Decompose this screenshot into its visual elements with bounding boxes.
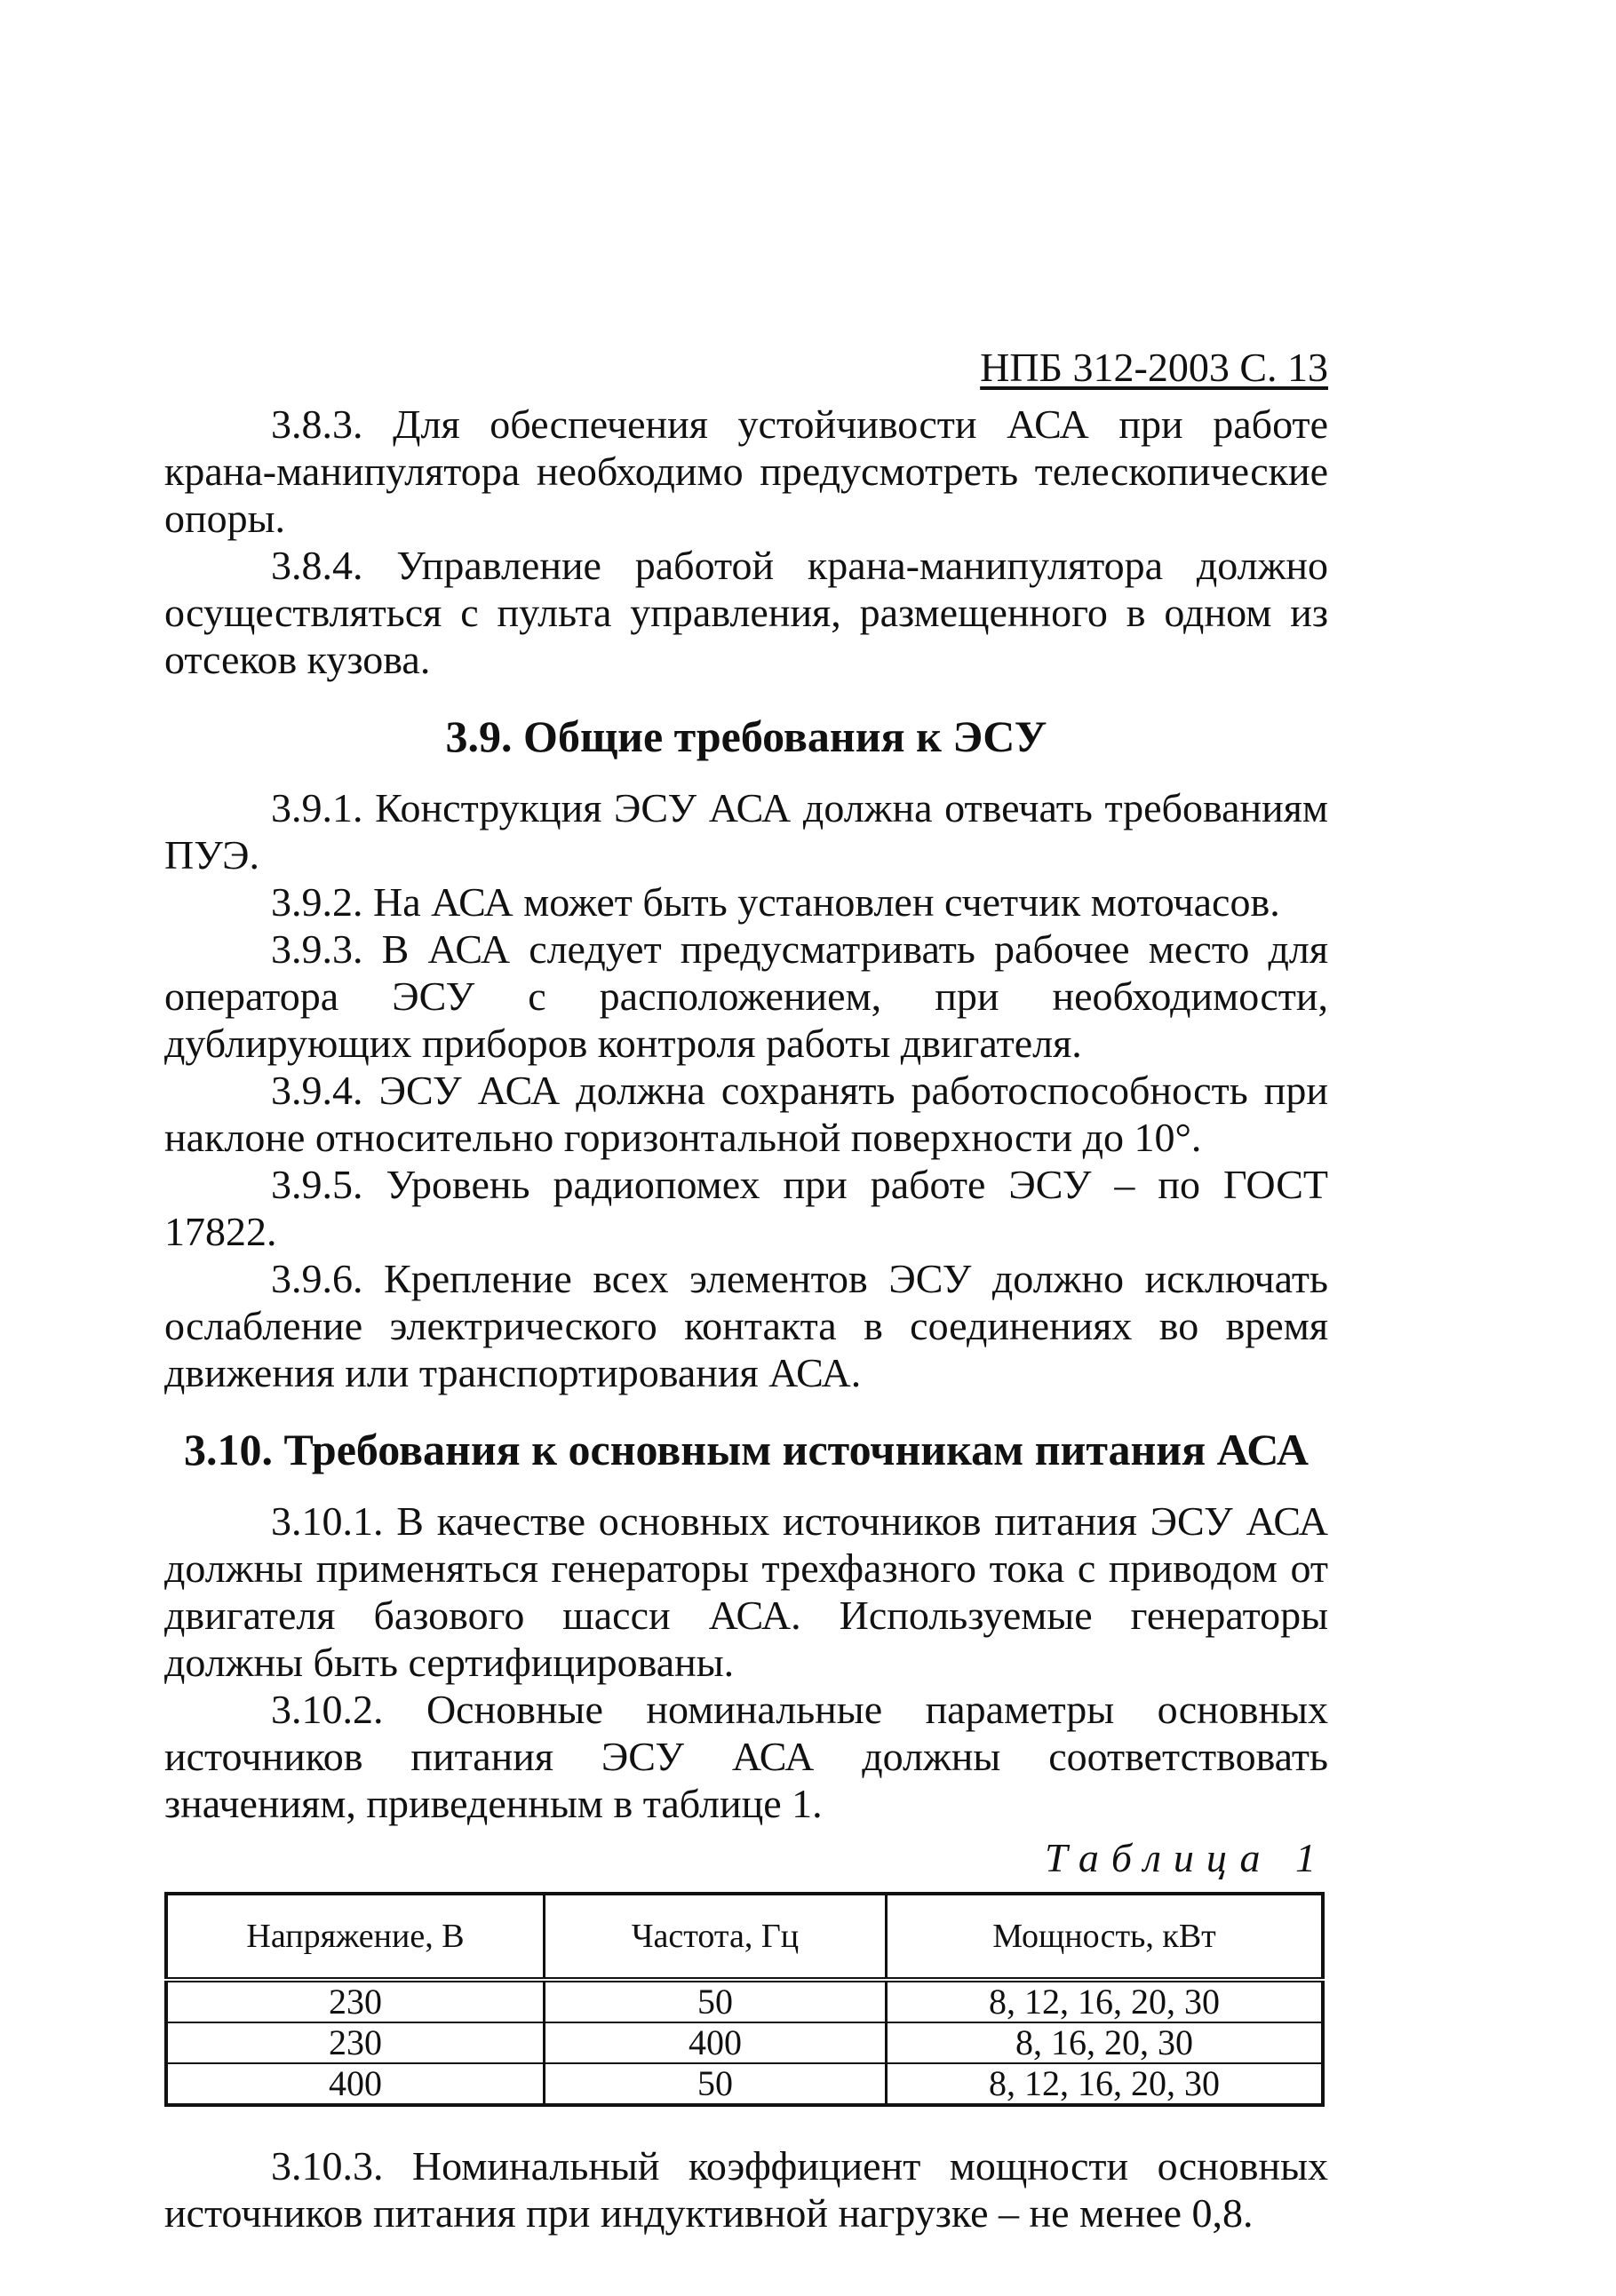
document-page (164, 342, 1328, 2236)
paragraph-3-8-3: 3.8.3. Для обеспечения устойчивости АСА при работе крана-манипулятора необходимо предусмотреть телескопические опоры. (164, 401, 1328, 541)
section-heading-3-9: 3.9. Общие требования к ЭСУ (445, 711, 1047, 761)
paragraph-3-9-6: 3.9.6. Крепление всех элементов ЭСУ должно исключать ослабление электрического контакта в соединениях во время движения или транспортирования АСА. (164, 1256, 1328, 1395)
paragraph-3-9-3: 3.9.3. В АСА следует предусматривать рабочее место для оператора ЭСУ с расположением, при необходимости, дублирующих приборов контроля работы двигателя. (164, 926, 1328, 1066)
table-row (166, 2022, 1323, 2063)
section-heading-3-10: 3.10. Требования к основным источникам питания АСА (183, 1425, 1309, 1474)
paragraph-3-10-2: 3.10.2. Основные номинальные параметры основных источников питания ЭСУ АСА должны соответствовать значениям, приведенным в таблице 1. (164, 1687, 1328, 1826)
cell-frequency: 50 (545, 1980, 887, 2022)
table-row (166, 1980, 1323, 2022)
cell-voltage: 230 (166, 2022, 545, 2063)
header-power: Мощность, кВт (887, 1894, 1324, 1980)
header-voltage: Напряжение, В (166, 1894, 545, 1980)
paragraph-3-10-1: 3.10.1. В качестве основных источников питания ЭСУ АСА должны применяться генераторы трехфазного тока с приводом от двигателя базового шасси АСА. Используемые генераторы должны быть сертифицированы. (164, 1498, 1328, 1685)
paragraph-3-9-5: 3.9.5. Уровень радиопомех при работе ЭСУ – по ГОСТ 17822. (164, 1162, 1328, 1254)
table-caption: Таблица 1 (1044, 1835, 1328, 1880)
paragraph-3-9-1: 3.9.1. Конструкция ЭСУ АСА должна отвечать требованиям ПУЭ. (164, 785, 1328, 878)
cell-power: 8, 16, 20, 30 (887, 2022, 1324, 2063)
paragraph-3-10-3: 3.10.3. Номинальный коэффициент мощности основных источников питания при индуктивной нагрузке – не менее 0,8. (164, 2143, 1328, 2236)
cell-voltage: 230 (166, 1980, 545, 2022)
cell-power: 8, 12, 16, 20, 30 (887, 2063, 1324, 2105)
cell-power: 8, 12, 16, 20, 30 (887, 1980, 1324, 2022)
page-header (164, 342, 1328, 393)
header-text: НПБ 312-2003 С. 13 (980, 345, 1328, 390)
paragraph-3-9-4: 3.9.4. ЭСУ АСА должна сохранять работоспособность при наклоне относительно горизонтальной поверхности до 10°. (164, 1068, 1328, 1160)
paragraph-3-9-2: 3.9.2. На АСА может быть установлен счетчик моточасов. (271, 879, 1280, 925)
parameters-table (164, 1892, 1325, 2107)
cell-frequency: 400 (545, 2022, 887, 2063)
table-header-row (166, 1894, 1323, 1980)
table-row (166, 2063, 1323, 2105)
paragraph-3-8-4: 3.8.4. Управление работой крана-манипулятора должно осуществляться с пульта управления, размещенного в одном из отсеков кузова. (164, 543, 1328, 682)
cell-frequency: 50 (545, 2063, 887, 2105)
header-frequency: Частота, Гц (545, 1894, 887, 1980)
cell-voltage: 400 (166, 2063, 545, 2105)
